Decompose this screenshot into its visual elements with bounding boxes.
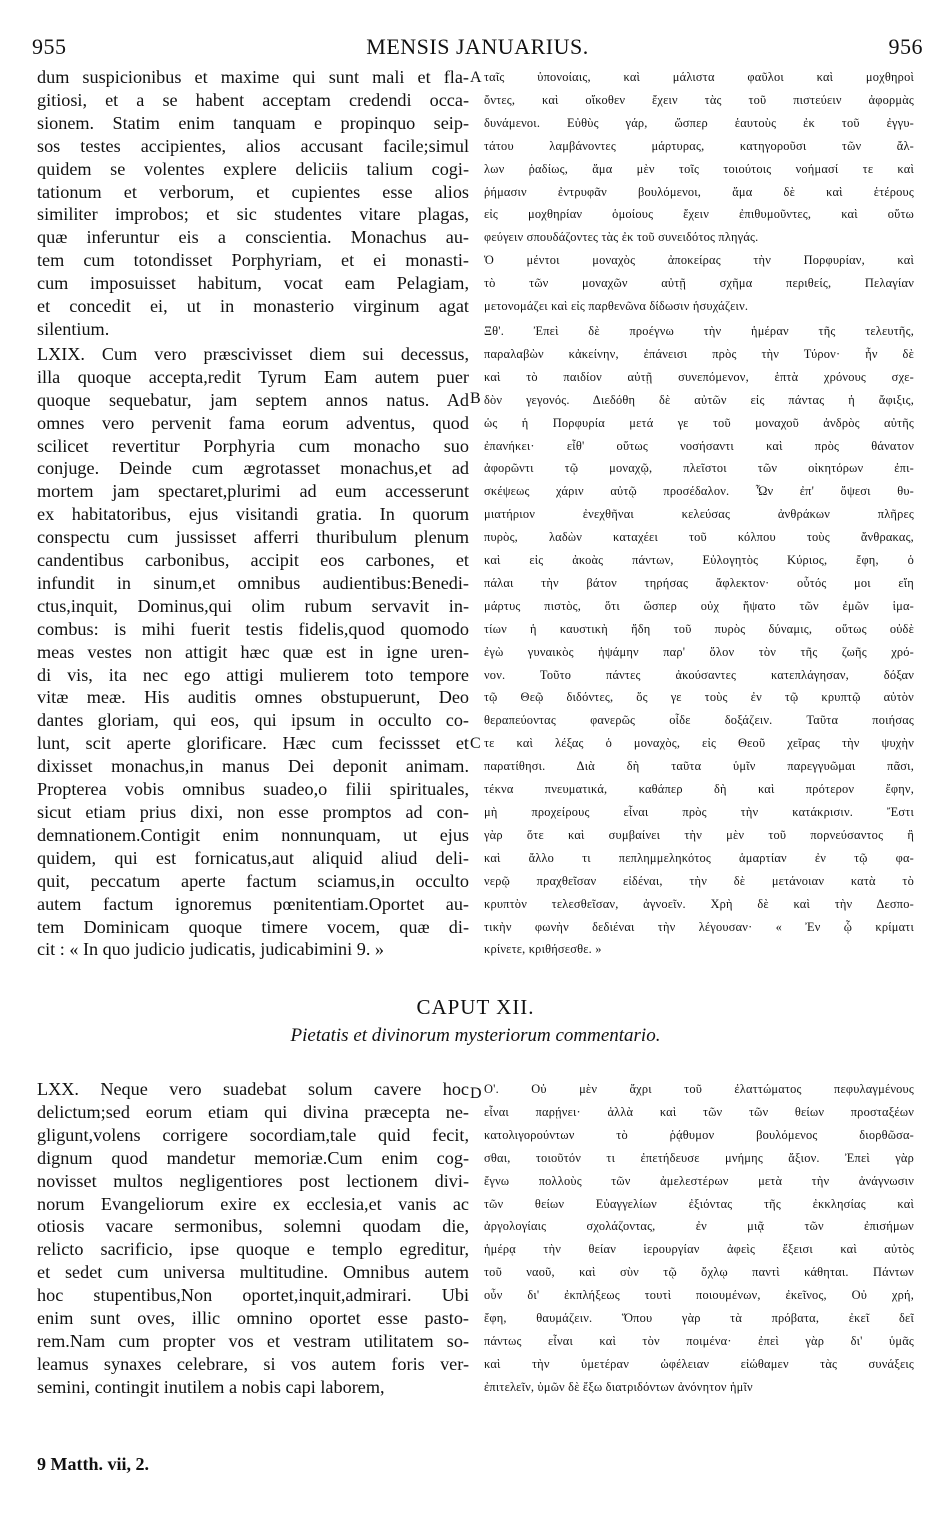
text-line: ἀφορῶντι τῷ μοναχῷ, πλεῖστοι τῶν οἰκητόρων ἐπι- — [484, 461, 914, 476]
greek-column-top — [484, 66, 914, 961]
text-line: scilicet revertitur Porphyria cum monacho suo — [37, 435, 469, 456]
text-line: καὶ τὸ παιδίον αὐτῇ συνεπόμενον, ἑπτὰ χρόνους σχε- — [484, 369, 914, 384]
text-line: μετονομάζει καὶ εἰς παρθενῶνα δίδωσιν ἡσυχάζειν. — [484, 299, 749, 314]
text-line: cum imposuisset habitum, vocat eam Pelagiam, — [37, 273, 469, 294]
text-line: ἐπανήκει· εἶθ' οὕτως νοσήσαντι καὶ πρὸς θάνατον — [484, 438, 914, 453]
running-title: MENSIS JANUARIUS. — [366, 34, 589, 59]
text-line: δὸν γεγονός. Διεδόθη δὲ αὐτῶν εἰς πάντας ἡ ἄφιξις, — [484, 392, 914, 407]
text-line: ἐπιτελεῖν, ὑμῶν δὲ ἔξω διατριδόντων ἀνόνητον ἡμῖν — [484, 1379, 753, 1394]
text-line: τὸ τῶν μοναχῶν αὐτῇ σχῆμα περιθείς, Πελαγίαν — [484, 276, 914, 291]
text-line: illa quoque accepta,redit Tyrum Eam autem puer — [37, 366, 469, 387]
text-line: εἰς μοχθηρίαν ὁμοίους ἔχειν ἐπιθυμοῦντες, καὶ οὕτω — [484, 207, 914, 222]
text-line: sicut etiam prius dixi, non esse promptos ad con- — [37, 802, 469, 822]
text-line: νον. Τοῦτο πάντες ἀκούσαντες κατεπλάγησαν, δόξαν — [484, 667, 914, 682]
text-line: quoque sequebatur, jam septem annos natus. Ad — [37, 389, 469, 410]
text-line: γὰρ ὅτε καὶ συμβαίνει τὴν μὲν τοῦ πορνεύσαντος ἢ — [484, 827, 914, 842]
text-line: et concedit ei, ut in monasterio virginum agat — [37, 296, 469, 317]
text-line: sos testes accipientes, alios accusant facile;simul — [37, 135, 469, 156]
text-line: Ὁ μέντοι μοναχὸς ἀποκείρας τὴν Πορφυρίαν, καὶ — [484, 253, 914, 268]
text-line: Ο'. Οὐ μὲν ἄχρι τοῦ ἐλαττώματος πεφυλαγμένους — [484, 1082, 914, 1096]
text-line: Propterea vobis omnibus suadeo,o filii spirituales, — [37, 779, 469, 800]
text-line: δυνάμενοι. Εὐθὺς γάρ, ὥσπερ ἑαυτοὺς ἐκ τοῦ ἐγγυ- — [484, 115, 914, 130]
text-line: οὖν δι' ἐκπλήξεως τουτὶ ποιουμένων, ἐκεῖνος, Οὐ χρή, — [484, 1288, 914, 1303]
chapter-subtitle: Pietatis et divinorum mysteriorum commentario. — [290, 1025, 661, 1046]
text-line: κρυπτὸν τελεσθεῖσαν, ἀγνοεῖν. Χρὴ δὲ καὶ τὴν Δεσπο- — [484, 896, 914, 911]
text-line: ἔγνω πολλοὺς τῶν ἀμελεστέρων μετὰ τὴν ἀνάγνωσιν — [484, 1173, 914, 1188]
text-line: quidem, qui est fornicatus,aut aliquid aliud deli- — [37, 847, 469, 868]
text-line: norum Evangeliorum exire ex ecclesia,et vanis ac — [37, 1193, 469, 1214]
text-line: τάτου λαμβάνοντες μάρτυρας, κατηγοροῦσι τῶν ἄλ- — [484, 138, 914, 153]
right-page-number: 956 — [888, 34, 923, 59]
text-line: εἶναι παρῄνει· ἀλλὰ καὶ τῶν τῶν θείων προσταξέων — [484, 1104, 914, 1119]
text-line: ἡμέρᾳ τὴν θείαν ἱερουργίαν ἀφεὶς ἔξεισι καὶ αὐτὸς — [484, 1242, 914, 1257]
text-line: παραλαβὼν κἀκείνην, ἐπάνεισι πρὸς τὴν Τύρον· ἦν δὲ — [484, 346, 914, 361]
text-line: θεραπεύοντας φανερῶς οἶδε δοξάζειν. Ταῦτα ποιήσας — [484, 713, 914, 728]
text-line: silentium. — [37, 318, 110, 339]
margin-marker-a: A — [470, 69, 482, 86]
text-line: gitiosi, et a se habent acceptam credendi occa- — [37, 89, 469, 110]
text-line: ταῖς ὑπονοίαις, καὶ μάλιστα φαῦλοι καὶ μοχθηροὶ — [484, 70, 914, 84]
text-line: di vis, ita nec ego attigi mulierem toto tempore — [37, 664, 469, 685]
text-line: LXX. Neque vero suadebat solum cavere hoc — [37, 1079, 469, 1099]
text-line: tem Dominicam quoque timere vocem, quæ di- — [37, 916, 469, 937]
text-line: quidem se volentes explere deliciis talium cogi- — [37, 158, 469, 179]
text-line: semini, contingit inutilem a nobis capi laborem, — [37, 1376, 385, 1397]
text-line: mortem jam spectaret,plurimi ad eum accesserunt — [37, 481, 469, 502]
text-line: quæ inferuntur eis a conscientia. Monachus au- — [37, 227, 469, 248]
text-line: φεύγειν σπουδάζοντες τὰς ἐκ τοῦ συνειδότος πληγάς. — [484, 230, 759, 245]
text-line: ῥήμασιν ἐντρυφᾶν βουλόμενοι, ἅμα δὲ καὶ ἑτέρους — [484, 184, 914, 199]
text-line: conspectu cum jussisset afferri thuribulum plenum — [37, 527, 469, 548]
text-line: σκέψεως χάριν αὐτῷ προσέδαλον. Ὧν ἐπ' ὄψεσι θυ- — [484, 484, 914, 499]
text-line: ἀργολογίαις σχολάζοντας, ἐν μιᾷ τῶν ἐπισήμων — [484, 1219, 914, 1234]
margin-marker-c: C — [470, 735, 481, 752]
text-line: quit, peccatum aperte factum sciamus,in occulto — [37, 870, 469, 891]
text-line: τικὴν φωνὴν δεδιέναι τὴν λέγουσαν· « Ἐν ᾧ κρίματι — [484, 919, 914, 934]
text-line: rem.Nam cum propter vos et vestram utilitatem so- — [37, 1330, 469, 1351]
text-line: dum suspicionibus et maxime qui sunt mali et fla- — [37, 67, 469, 87]
text-line: ex habitatoribus, ejus visitandi gratia. In quorum — [37, 504, 469, 525]
text-line: enim sunt oves, illic omnino oportet esse pasto- — [37, 1308, 469, 1329]
margin-marker-d: D — [470, 1085, 482, 1102]
latin-column-top — [37, 66, 469, 961]
text-line: μὴ προχείρους εἶναι πρὸς τὴν κατάκρισιν. Ἔστι — [484, 805, 914, 819]
text-line: hoc stupentibus,Non oportet,inquit,admirari. Ubi — [37, 1285, 469, 1306]
chapter-title: CAPUT XII. — [416, 995, 535, 1019]
text-line: LXIX. Cum vero præscivisset diem sui decessus, — [37, 343, 469, 364]
text-line: similiter improbos; et sic studentes vitare plagas, — [37, 204, 469, 225]
text-line: ctus,inquit, Dominus,qui olim rubum servavit in- — [37, 595, 469, 616]
text-line: dignum quod mandetur memoriæ.Cum enim cog- — [37, 1147, 469, 1168]
text-line: καὶ εἰς ἀκοὰς πάντων, Εὐλογητὸς Κύριος, ἔφη, ὁ — [484, 553, 914, 568]
text-line: ὄντες, καὶ οἴκοθεν ἔχειν τὰς τοῦ πιστεύειν ἀφορμὰς — [484, 92, 914, 107]
greek-column-bottom — [484, 1078, 914, 1399]
footnote: 9 Matth. vii, 2. — [37, 1454, 149, 1474]
text-line: leamus synaxes celebrare, si vos autem foris ver- — [37, 1353, 469, 1374]
text-line: πάλαι τὴν βάτον τηρήσας ἄφλεκτον· οὗτός μοι εἴη — [484, 575, 914, 590]
text-line: ὡς ἡ Πορφυρία μετά γε τοῦ μοναχοῦ ἀνδρὸς αὐτῆς — [484, 415, 914, 430]
text-line: tem cum totondisset Porphyriam, et ei monasti- — [37, 250, 469, 271]
text-line: καὶ ἄλλο τι πεπλημμεληκότος ἁμαρτίαν ἐν τῷ φα- — [484, 850, 914, 865]
text-line: sionem. Statim enim tanquam e propinquo seip- — [37, 112, 469, 133]
text-line: otiosis vacare sermonibus, solemni quodam die, — [37, 1216, 469, 1237]
text-line: combus: is mihi fuerit testis fidelis,quod quomodo — [37, 618, 469, 639]
text-line: vitæ meæ. His auditis omnes obstupuerunt, Deo — [37, 687, 469, 708]
text-line: τοῦ ναοῦ, καὶ σὺν τῷ ὄχλῳ παντὶ κάθηται. Πάντων — [484, 1265, 914, 1280]
text-line: infundit in sinum,et omnibus audientibus:Benedi- — [37, 572, 469, 593]
text-line: μάρτυς πιστὸς, ὅτι ὥσπερ οὐχ ἥψατο τῶν ἐμῶν ἱμα- — [484, 598, 914, 613]
text-line: ἔφη, θαυμάζειν. Ὅπου γὰρ τὰ πρόβατα, ἐκεῖ δεῖ — [484, 1311, 914, 1326]
text-line: tationum et verborum, et cupientes esse alios — [37, 181, 469, 202]
text-line: πυρὸς, λαδὼν καταχέει τοῦ κόλπου τοὺς ἄνθρακας, — [484, 530, 914, 545]
text-line: dantes gloriam, qui eos, qui ipsum in occulto co- — [37, 710, 469, 731]
text-line: παρατίθησι. Διὰ δὴ ταῦτα ὑμῖν παρεγγυῶμαι πᾶσι, — [484, 759, 914, 774]
text-line: σθαι, τοιοῦτόν τι ἐπετήδευσε μνήμης ἄξιον. Ἐπεὶ γὰρ — [484, 1150, 914, 1165]
text-line: Ξθ'. Ἐπεὶ δὲ προέγνω τὴν ἡμέραν τῆς τελευτῆς, — [484, 323, 914, 338]
text-line: κατολιγορούντων τὸ ῥᾴθυμον βουλόμενος διορθῶσα- — [484, 1127, 914, 1142]
text-line: gligunt,volens corrigere socordiam,tale quid fecit, — [37, 1124, 469, 1145]
text-line: omnes vero pervenit fama eorum adventus, quod — [37, 412, 469, 433]
text-line: cit : « In quo judicio judicatis, judicabimini 9. » — [37, 939, 385, 960]
text-line: τε καὶ λέξας ὁ μοναχὸς, εἰς Θεοῦ χεῖρας τὴν ψυχὴν — [484, 736, 914, 751]
text-line: conjuge. Deinde cum ægrotasset monachus,et ad — [37, 458, 469, 479]
text-line: dixisset monachus,in manus Dei deponit animam. — [37, 756, 469, 777]
left-page-number: 955 — [32, 34, 67, 59]
text-line: μιατήριον ἐνεχθῆναι κελεύσας ἀνθράκων πλῆρες — [484, 507, 914, 522]
text-line: τίων ἡ καυστικὴ ἤδη τοῦ πυρὸς δύναμις, οὕτως οὐδὲ — [484, 621, 914, 636]
text-line: ἐγὼ γυναικὸς ἡψάμην παρ' ὅλον τὸν τῆς ζωῆς χρό- — [484, 644, 914, 659]
text-line: autem factum ignoremus pœnitentiam.Oportet au- — [37, 893, 469, 914]
text-line: λων ῥαδίως, ἅμα μὲν τοῖς τοιούτοις νοήμασί τε καὶ — [484, 161, 914, 176]
text-line: κρίνετε, κριθήσεσθε. » — [484, 942, 602, 957]
text-line: lunt, scit aperte glorificare. Hæc cum fecissset et — [37, 733, 469, 754]
text-line: τῷ Θεῷ διδόντες, ὅς γε τοὺς ἐν τῷ κρυπτῷ αὐτὸν — [484, 690, 914, 705]
page-header — [32, 34, 923, 64]
text-line: meas vestes non attigit hæc quæ est in igne uren- — [37, 641, 469, 662]
text-line: relicto sacrificio, ipse quoque e templo egreditur, — [37, 1239, 469, 1260]
text-line: candentibus carbonibus, accipit eos carbones, et — [37, 550, 469, 571]
text-line: νερῷ πραχθεῖσαν εἰδέναι, τὴν δὲ μετάνοιαν κατὰ τὸ — [484, 873, 914, 888]
text-line: demnationem.Contigit enim nonnunquam, ut ejus — [37, 824, 469, 845]
text-line: τῶν θείων Εὐαγγελίων ἐξιόντας τῆς ἐκκλησίας καὶ — [484, 1196, 914, 1211]
text-line: novisset multos negligentiores post lectionem divi- — [37, 1170, 469, 1191]
text-line: et sedet cum universa multitudine. Omnibus autem — [37, 1262, 469, 1283]
text-line: πάντως εἶναι καὶ τὸν ποιμένα· ἐπεὶ γὰρ δι' ὑμᾶς — [484, 1333, 914, 1348]
text-line: delictum;sed eorum etiam qui divina præcepta ne- — [37, 1101, 469, 1122]
text-line: καὶ τὴν ὑμετέραν ὠφέλειαν εἰώθαμεν τὰς συνάξεις — [484, 1356, 914, 1371]
latin-column-bottom — [37, 1078, 469, 1399]
margin-marker-b: B — [470, 390, 481, 407]
text-line: τέκνα πνευματικά, καθάπερ δὴ καὶ πρότερον ἔφην, — [484, 782, 914, 797]
